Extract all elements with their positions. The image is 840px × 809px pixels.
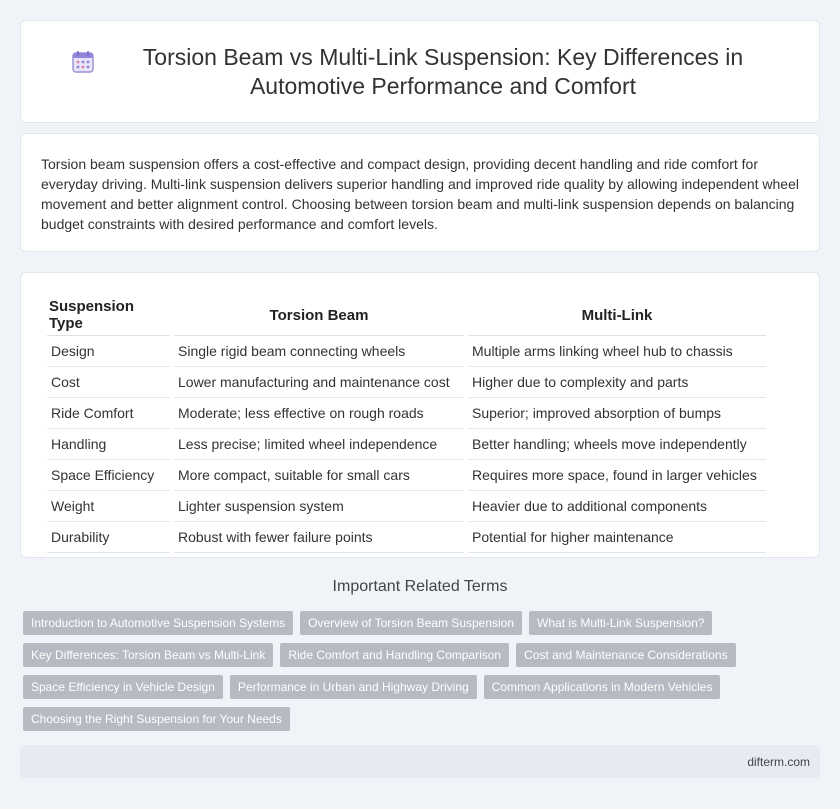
table-row [47,398,766,429]
table-row [47,336,766,367]
torsion-beam-cell: Lower manufacturing and maintenance cost [174,367,464,398]
summary-card [20,133,820,252]
related-tag[interactable]: Overview of Torsion Beam Suspension [300,611,522,635]
related-tag[interactable]: Space Efficiency in Vehicle Design [23,675,223,699]
comparison-card [20,272,820,558]
torsion-beam-cell: Less precise; limited wheel independence [174,429,464,460]
row-label: Cost [47,367,170,398]
page-title: Torsion Beam vs Multi-Link Suspension: Key Differences in Automotive Performance and Comfort [142,43,744,99]
summary-text: Torsion beam suspension offers a cost-effective and compact design, providing decent handling and ride comfort for everyday driving. Multi-link suspension delivers superior handling and improved ride quality by allowing independent wheel movement and better alignment control. Choosing between torsion beam and multi-link suspension depends on balancing budget constraints with desired performance and comfort levels. [41,156,799,232]
related-tag[interactable]: What is Multi-Link Suspension? [529,611,712,635]
related-tags [20,611,790,731]
related-tag[interactable]: Ride Comfort and Handling Comparison [280,643,509,667]
footer-site[interactable]: difterm.com [747,754,810,769]
header-suspension-type: Suspension Type [47,293,170,336]
multi-link-cell: Multiple arms linking wheel hub to chassis [468,336,766,367]
related-tag[interactable]: Key Differences: Torsion Beam vs Multi-Link [23,643,273,667]
calendar-icon [70,49,96,75]
related-tag[interactable]: Performance in Urban and Highway Driving [230,675,477,699]
row-label: Handling [47,429,170,460]
multi-link-cell: Requires more space, found in larger vehicles [468,460,766,491]
related-terms-section [20,578,820,731]
multi-link-cell: Superior; improved absorption of bumps [468,398,766,429]
table-row [47,491,766,522]
torsion-beam-cell: Lighter suspension system [174,491,464,522]
row-label: Weight [47,491,170,522]
related-tag[interactable]: Introduction to Automotive Suspension Systems [23,611,293,635]
torsion-beam-cell: More compact, suitable for small cars [174,460,464,491]
header-card [20,20,820,123]
header-torsion-beam: Torsion Beam [174,293,464,336]
table-row [47,522,766,553]
multi-link-cell: Potential for higher maintenance [468,522,766,553]
multi-link-cell: Heavier due to additional components [468,491,766,522]
torsion-beam-cell: Robust with fewer failure points [174,522,464,553]
table-row [47,429,766,460]
row-label: Ride Comfort [47,398,170,429]
related-tag[interactable]: Choosing the Right Suspension for Your Needs [23,707,290,731]
related-terms-title: Important Related Terms [332,578,508,595]
row-label: Design [47,336,170,367]
torsion-beam-cell: Moderate; less effective on rough roads [174,398,464,429]
related-tag[interactable]: Cost and Maintenance Considerations [516,643,735,667]
multi-link-cell: Higher due to complexity and parts [468,367,766,398]
torsion-beam-cell: Single rigid beam connecting wheels [174,336,464,367]
row-label: Durability [47,522,170,553]
row-label: Space Efficiency [47,460,170,491]
related-tag[interactable]: Common Applications in Modern Vehicles [484,675,721,699]
table-header-row [47,293,766,336]
multi-link-cell: Better handling; wheels move independently [468,429,766,460]
footer [20,745,820,778]
header-multi-link: Multi-Link [468,293,766,336]
comparison-table [43,293,770,553]
title-wrap [70,43,770,101]
table-row [47,460,766,491]
table-row [47,367,766,398]
